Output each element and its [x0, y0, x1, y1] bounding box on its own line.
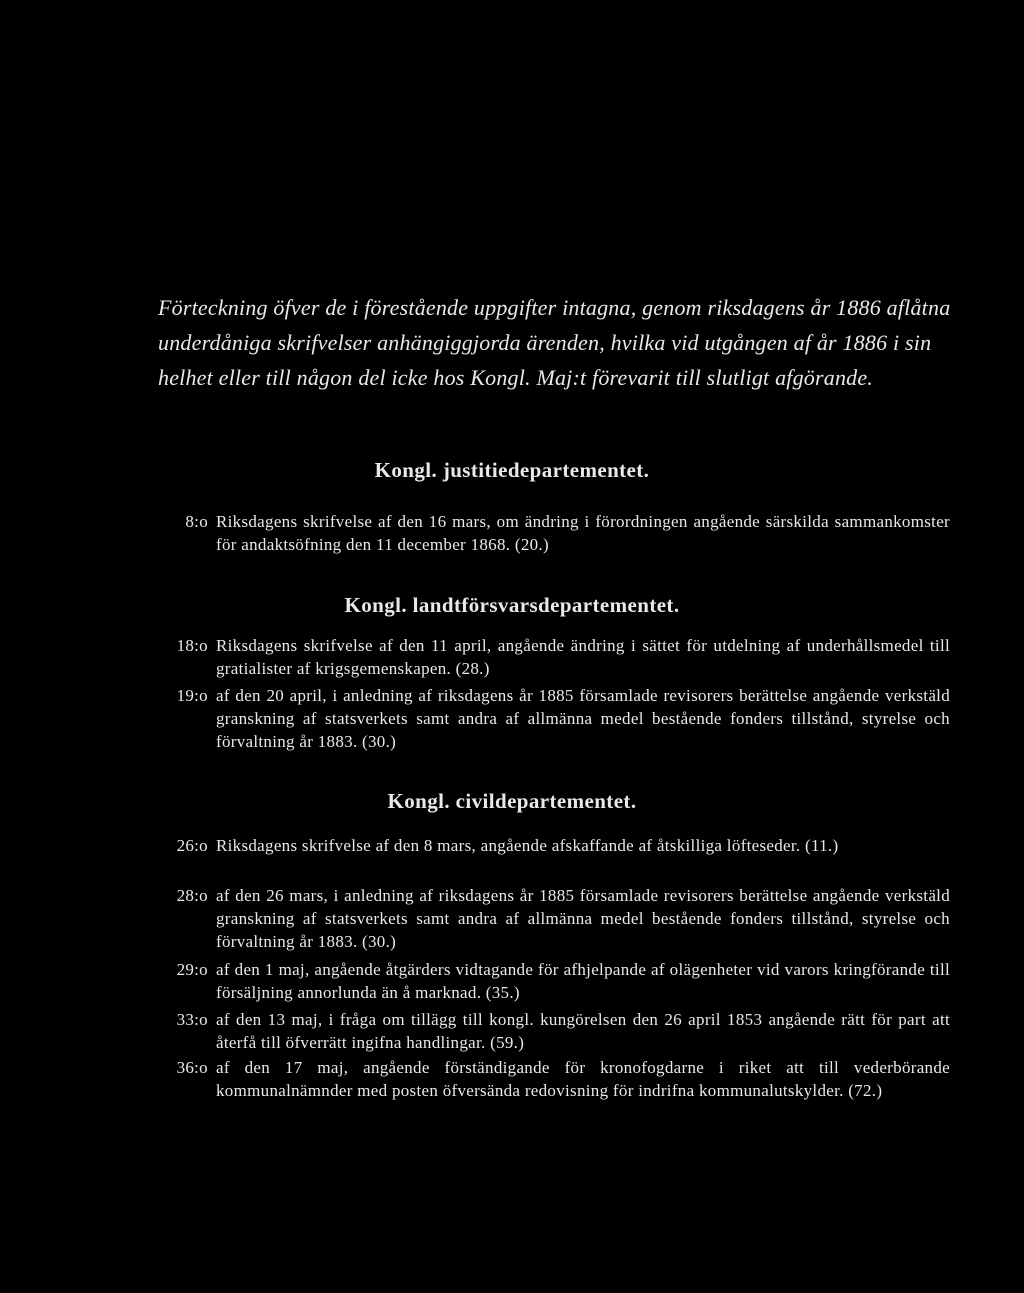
entry-number: 19:o	[176, 686, 208, 705]
entry-number: 28:o	[176, 886, 208, 905]
entry-number: 36:o	[176, 1058, 208, 1077]
entry-number: 8:o	[185, 512, 208, 531]
entry-number: 26:o	[176, 836, 208, 855]
section-heading-civil: Kongl. civildepartementet.	[387, 789, 637, 813]
entry-text: Riksdagens skrifvelse af den 16 mars, om ändring i förordningen angående särskilda sammankomster för andaktsöfning den 11 december 1868. (20.)	[216, 512, 950, 554]
entry-text: Riksdagens skrifvelse af den 8 mars, angående afskaffande af åtskilliga löfteseder. (11.)	[216, 836, 839, 855]
entry-text: af den 1 maj, angående åtgärders vidtagande för afhjelpande af olägenheter vid varors kringförande till försäljning annorlunda än å marknad. (35.)	[216, 960, 950, 1002]
entry-number: 33:o	[176, 1010, 208, 1029]
intro-paragraph: Förteckning öfver de i förestående uppgifter intagna, genom riksdagens år 1886 aflåtna underdåniga skrifvelser anhängiggjorda ärenden, hvilka vid utgången af år 1886 i sin helhet eller till någon del icke hos Kongl. Maj:t förevarit till slutligt afgörande.	[158, 295, 951, 390]
section-heading-justitie: Kongl. justitiedepartementet.	[374, 458, 650, 482]
entry-text: Riksdagens skrifvelse af den 11 april, angående ändring i sättet för utdelning af underhållsmedel till gratialister af krigsgemenskapen. (28.)	[216, 636, 950, 678]
entry-text: af den 26 mars, i anledning af riksdagens år 1885 församlade revisorers berättelse angående verkstäld granskning af statsverkets samt andra af allmänna medel bestående fonders tillstånd, styrelse och förvaltning år 1883. (30.)	[216, 886, 950, 951]
entry-text: af den 13 maj, i fråga om tillägg till kongl. kungörelsen den 26 april 1853 angående rätt för part att återfå till öfverrätt ingifna handlingar. (59.)	[216, 1010, 950, 1052]
entry-number: 18:o	[176, 636, 208, 655]
entry-text: af den 17 maj, angående förständigande för kronofogdarne i riket att till vederbörande kommunalnämnder med posten öfversända redovisning för indrifna kommunalutskylder. (72.)	[216, 1058, 950, 1100]
section-heading-landtforsvar: Kongl. landtförsvarsdepartementet.	[344, 593, 680, 617]
entry-text: af den 20 april, i anledning af riksdagens år 1885 församlade revisorers berättelse angående verkstäld granskning af statsverkets samt andra af allmänna medel bestående fonders tillstånd, styrelse och förvaltning år 1883. (30.)	[216, 686, 950, 751]
entry-number: 29:o	[176, 960, 208, 979]
